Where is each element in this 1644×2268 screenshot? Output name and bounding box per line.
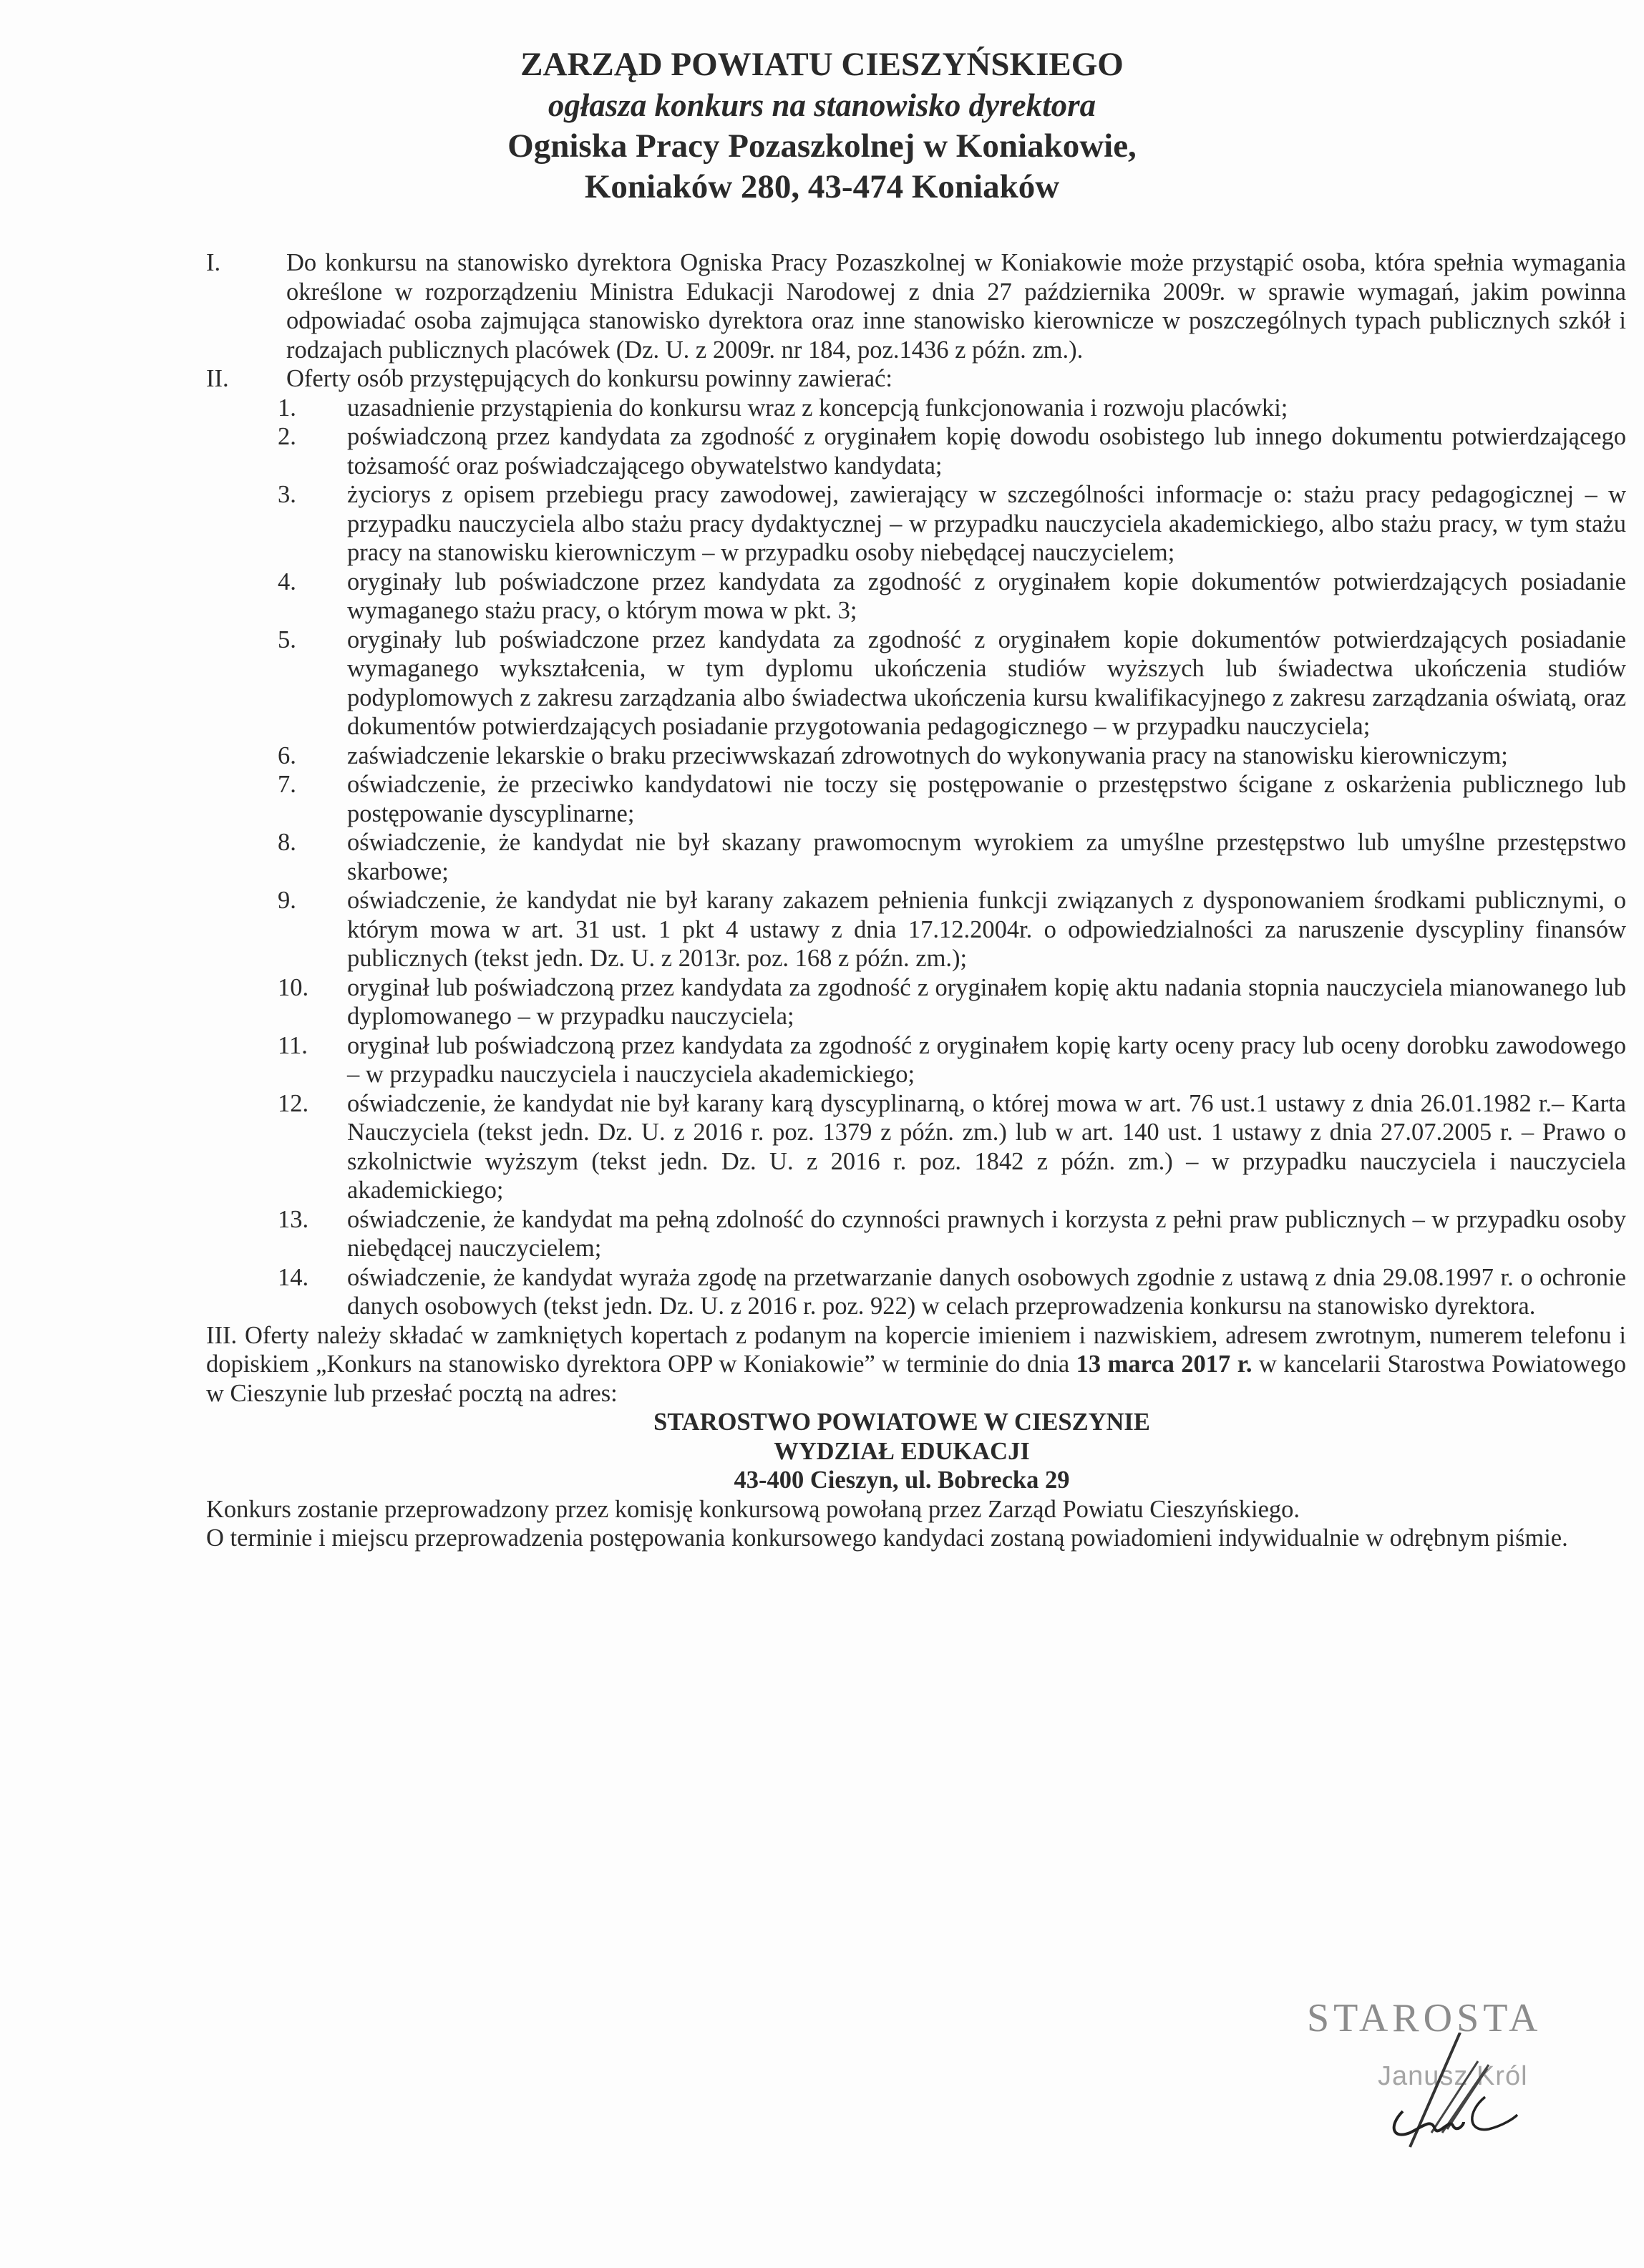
- item-number: 1.: [278, 394, 296, 422]
- address-block: [206, 1408, 1626, 1495]
- item-number: 6.: [278, 741, 296, 769]
- list-item: [206, 770, 1626, 828]
- list-item: [206, 973, 1626, 1031]
- section-number: III.: [206, 1321, 238, 1349]
- address-street: 43-400 Cieszyn, ul. Bobrecka 29: [734, 1466, 1070, 1494]
- item-text: oświadczenie, że kandydat nie był karany karą dyscyplinarną, o której mowa w art. 76 ust.1 ustawy z dnia 26.01.1982 r.– Karta Nauczyciela (tekst jedn. Dz. U. z 2016 r. poz. 1379 z późn. zm.) lub w art. 140 ust. 1 ustawy z dnia 27.07.2005 r. – Prawo o szkolnictwie wyższym (tekst jedn. Dz. U. z 2016 r. poz. 1842 z późn. zm.) – w przypadku nauczyciela i nauczyciela akademickiego;: [347, 1089, 1626, 1204]
- item-number: 7.: [278, 771, 296, 798]
- item-number: 3.: [278, 481, 296, 508]
- list-item: [206, 422, 1626, 480]
- list-item: [206, 568, 1626, 626]
- item-text: oświadczenie, że kandydat wyraża zgodę na przetwarzanie danych osobowych zgodnie z ustawą z dnia 29.08.1997 r. o ochronie danych osobowych (tekst jedn. Dz. U. z 2016 r. poz. 922) w celach przeprowadzenia konkursu na stanowisko dyrektora.: [347, 1263, 1626, 1320]
- list-item: [206, 1089, 1626, 1205]
- list-item: [206, 1263, 1626, 1321]
- institution-name: Ogniska Pracy Pozaszkolnej w Koniakowie,: [507, 127, 1137, 165]
- list-item: [206, 394, 1626, 423]
- list-item: [206, 626, 1626, 741]
- stamp-name: Janusz Król: [1378, 2061, 1528, 2091]
- item-text: oświadczenie, że kandydat nie był karany zakazem pełnienia funkcji związanych z dysponowaniem środkami publicznymi, o którym mowa w art. 31 ust. 1 pkt 4 ustawy z dnia 17.12.2004r. o odpowiedzialności za naruszenie dyscypliny finansów publicznych (tekst jedn. Dz. U. z 2013r. poz. 168 z późn. zm.);: [347, 887, 1626, 972]
- item-text: oryginały lub poświadczone przez kandydata za zgodność z oryginałem kopie dokumentów potwierdzających posiadanie wymaganego wykształcenia, w tym dyplomu ukończenia studiów wyższych lub świadectwa ukończenia studiów podyplomowych z zakresu zarządzania albo świadectwa ukończenia kursu kwalifikacyjnego z zakresu zarządzania oświatą, oraz dokumentów potwierdzających posiadanie przygotowania pedagogicznego – w przypadku nauczyciela;: [347, 626, 1626, 740]
- list-item: [206, 480, 1626, 568]
- signature-icon: [1381, 2033, 1524, 2154]
- section-2: [206, 364, 1626, 394]
- document-body: [206, 248, 1626, 1553]
- item-number: 13.: [278, 1205, 309, 1233]
- item-text: oświadczenie, że kandydat ma pełną zdolność do czynności prawnych i korzysta z pełni praw publicznych – w przypadku osoby niebędącej nauczycielem;: [347, 1205, 1626, 1262]
- list-item: [206, 741, 1626, 771]
- item-number: 5.: [278, 626, 296, 653]
- item-text: życiorys z opisem przebiegu pracy zawodowej, zawierający w szczególności informacje o: stażu pracy pedagogicznej – w przypadku nauczyciela albo stażu pracy dydaktycznej – w przypadku nauczyciela akademickiego, albo stażu pracy, w tym stażu pracy na stanowisku kierowniczym – w przypadku osoby niebędącej nauczycielem;: [347, 481, 1626, 566]
- document-subtitle: ogłasza konkurs na stanowisko dyrektora: [548, 87, 1096, 123]
- item-text: oświadczenie, że przeciwko kandydatowi nie toczy się postępowanie o przestępstwo ścigane z oskarżenia publicznego lub postępowanie dyscyplinarne;: [347, 771, 1626, 827]
- section-text-continued: w kancelarii Starostwa Powiatowego w Cieszynie lub przesłać pocztą na adres:: [206, 1350, 1626, 1407]
- section-intro: Oferty osób przystępujących do konkursu powinny zawierać:: [286, 365, 892, 392]
- closing-paragraph-2: O terminie i miejscu przeprowadzenia postępowania konkursowego kandydaci zostaną powiadomieni indywidualnie w odrębnym piśmie.: [206, 1524, 1568, 1552]
- institution-address: Koniaków 280, 43-474 Koniaków: [584, 168, 1060, 205]
- address-office: STAROSTWO POWIATOWE W CIESZYNIE: [653, 1408, 1150, 1436]
- item-number: 11.: [278, 1031, 308, 1059]
- item-number: 2.: [278, 423, 296, 450]
- item-text: uzasadnienie przystąpienia do konkursu wraz z koncepcją funkcjonowania i rozwoju placówki;: [347, 394, 1288, 422]
- section-3: [206, 1321, 1626, 1408]
- item-text: oryginał lub poświadczoną przez kandydata za zgodność z oryginałem kopię aktu nadania stopnia nauczyciela mianowanego lub dyplomowanego – w przypadku nauczyciela;: [347, 973, 1626, 1030]
- document-header: [0, 44, 1644, 208]
- section-text: Oferty należy składać w zamkniętych kopertach z podanym na kopercie imieniem i nazwiskiem, adresem zwrotnym, numerem telefonu i dopiskiem „Konkurs na stanowisko dyrektora OPP w Koniakowie” w terminie do dnia: [206, 1321, 1627, 1378]
- item-number: 14.: [278, 1263, 309, 1291]
- item-text: zaświadczenie lekarskie o braku przeciwwskazań zdrowotnych do wykonywania pracy na stanowisku kierowniczym;: [347, 741, 1508, 769]
- closing-paragraph-1: Konkurs zostanie przeprowadzony przez komisję konkursową powołaną przez Zarząd Powiatu Cieszyńskiego.: [206, 1495, 1300, 1523]
- item-number: 8.: [278, 829, 296, 856]
- item-text: oświadczenie, że kandydat nie był skazany prawomocnym wyrokiem za umyślne przestępstwo lub umyślne przestępstwo skarbowe;: [347, 829, 1626, 885]
- list-item: [206, 1205, 1626, 1263]
- section-number: II.: [206, 365, 229, 392]
- item-number: 12.: [278, 1089, 309, 1117]
- list-item: [206, 886, 1626, 973]
- stamp-title: STAROSTA: [1307, 1996, 1542, 2040]
- section-number: I.: [206, 249, 221, 276]
- item-text: oryginały lub poświadczone przez kandydata za zgodność z oryginałem kopie dokumentów potwierdzających posiadanie wymaganego stażu pracy, o którym mowa w pkt. 3;: [347, 568, 1626, 624]
- submission-deadline: 13 marca 2017 r.: [1076, 1350, 1253, 1378]
- document-title: ZARZĄD POWIATU CIESZYŃSKIEGO: [520, 46, 1124, 83]
- item-number: 9.: [278, 887, 296, 914]
- list-item: [206, 1031, 1626, 1089]
- requirements-list: [206, 394, 1626, 1321]
- item-number: 10.: [278, 973, 309, 1001]
- item-text: poświadczoną przez kandydata za zgodność z oryginałem kopię dowodu osobistego lub innego dokumentu potwierdzającego tożsamość oraz poświadczającego obywatelstwo kandydata;: [347, 423, 1626, 480]
- item-text: oryginał lub poświadczoną przez kandydata za zgodność z oryginałem kopię karty oceny pracy lub oceny dorobku zawodowego – w przypadku nauczyciela i nauczyciela akademickiego;: [347, 1031, 1626, 1088]
- section-1: [206, 248, 1626, 364]
- list-item: [206, 828, 1626, 886]
- address-department: WYDZIAŁ EDUKACJI: [774, 1437, 1030, 1465]
- item-number: 4.: [278, 568, 296, 595]
- section-text: Do konkursu na stanowisko dyrektora Ogniska Pracy Pozaszkolnej w Koniakowie może przystąpić osoba, która spełnia wymagania określone w rozporządzeniu Ministra Edukacji Narodowej z dnia 27 października 2009r. w sprawie wymagań, jakim powinna odpowiadać osoba zajmująca stanowisko dyrektora oraz inne stanowisko kierownicze w poszczególnych typach publicznych szkół i rodzajach publicznych placówek (Dz. U. z 2009r. nr 184, poz.1436 z późn. zm.).: [286, 249, 1626, 364]
